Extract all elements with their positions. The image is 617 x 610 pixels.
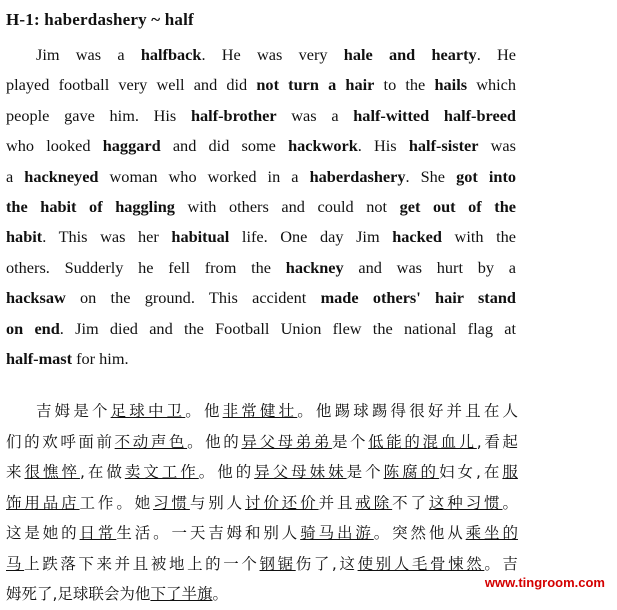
underlined-term: 日常 [79,524,117,542]
text-run: . This was her [42,227,172,247]
bold-term: got into [456,166,517,186]
text-run: Jim was a [36,45,141,64]
text-run: 。突然他从 [373,524,466,542]
chinese-line [6,396,518,427]
underlined-term: 使别人毛骨悚然 [357,554,485,573]
text-run: woman who worked in a [98,166,310,186]
text-run: 。他的 [187,432,242,451]
underlined-term: 钢锯 [259,554,296,573]
text-run: 姆死了,足球联会为他 [6,585,151,603]
text-run: played football very well and did [6,75,257,95]
bold-term: get out of the [399,197,516,217]
text-run: 来 [6,463,25,481]
text-run: 。吉 [484,554,518,573]
underlined-term: 不动声色 [114,432,188,451]
underlined-term: 饰用品店 [6,493,80,512]
underlined-term: 异父母妹妹 [254,463,347,481]
text-run: 妇女,在 [439,463,503,481]
bold-term: made others' hair stand [320,288,516,308]
underlined-term: 陈腐的 [383,463,440,481]
bold-term: the habit of haggling [6,197,175,217]
english-line [6,131,516,161]
english-passage [6,40,516,374]
text-run: ,在做 [79,463,125,481]
text-run: who looked [6,136,103,156]
text-run: . She [405,166,457,186]
text-run: 们的欢呼面前 [6,432,115,451]
underlined-term: 非常健壮 [222,402,298,420]
text-run: 不了 [392,493,429,512]
section-heading: H-1: haberdashery ~ half [6,10,194,29]
chinese-line [6,518,518,549]
underlined-term: 骑马出游 [300,524,374,542]
text-run: 工作。她 [79,493,154,512]
text-run: 。他的 [198,463,255,481]
text-run: to the [374,75,435,95]
bold-term: haggard [102,136,161,156]
text-run: life. One day Jim [229,227,393,247]
bold-term: half-brother [190,105,277,125]
text-run: which [467,75,517,95]
bold-term: hacked [392,227,442,247]
bold-term: half-mast [6,349,73,369]
underlined-term: 服 [502,463,518,481]
text-run: with the [441,227,516,247]
underlined-term: 讨价还价 [245,493,319,512]
text-run: and was hurt by a [343,257,516,277]
text-run: 。 [212,585,228,603]
text-run: people gave him. His [6,105,191,125]
english-line [6,344,516,374]
bold-term: halfback [140,45,202,64]
chinese-translation [6,396,518,610]
text-run: 上跌落下来并且被地上的一个 [24,554,260,573]
underlined-term: 习惯 [153,493,190,512]
text-run: 与别人 [189,493,246,512]
underlined-term: 卖文工作 [124,463,199,481]
bold-term: half-sister [408,136,479,156]
bold-term: half-witted half-breed [353,105,516,125]
text-run: 。他 [185,402,223,420]
chinese-line [6,457,518,488]
chinese-line [6,579,518,610]
underlined-term: 很憔悴 [24,463,80,481]
english-line [6,70,516,100]
text-run: 伤了,这 [295,554,358,573]
underlined-term: 异父母弟弟 [241,432,332,451]
text-run: ,看起 [476,432,518,451]
text-run: a [6,166,25,186]
text-run: was a [276,105,354,125]
english-line [6,314,516,344]
text-run: . Jim died and the Football Union flew the national flag at [59,318,516,338]
english-line [6,283,516,313]
text-run: 并且 [318,493,356,512]
bold-term: habit [6,227,43,247]
bold-term: habitual [171,227,230,247]
text-run: 吉姆是个 [36,402,111,420]
bold-term: hackwork [288,136,358,156]
text-run: 。他踢球踢得很好并且在人 [297,402,518,420]
english-line [6,253,516,283]
chinese-line [6,549,518,580]
text-run: 这是她的 [6,524,80,542]
text-run: on the ground. This accident [65,288,321,308]
bold-term: haberdashery [309,166,406,186]
bold-term: hale and hearty [343,45,477,64]
english-line [6,162,516,192]
text-run: was [478,136,516,156]
chinese-line [6,427,518,458]
underlined-term: 下了半旗 [150,585,213,603]
text-run: . His [357,136,409,156]
text-run: . He was very [201,45,344,64]
bold-term: on end [6,318,60,338]
underlined-term: 乘坐的 [465,524,518,542]
site-watermark[interactable]: www.tingroom.com [484,575,605,590]
underlined-term: 低能的混血儿 [368,432,477,451]
bold-term: not turn a hair [256,75,375,95]
underlined-term: 足球中卫 [110,402,186,420]
text-run: . He [476,45,516,64]
text-run: others. Sudderly he fell from the [6,257,286,277]
english-line [6,101,516,131]
text-run: 是个 [331,432,369,451]
text-run: 。 [502,493,518,512]
english-line [6,40,516,70]
underlined-term: 马 [6,554,25,573]
underlined-term: 戒除 [355,493,393,512]
text-run: for him. [72,349,129,369]
bold-term: hails [434,75,468,95]
chinese-line [6,488,518,519]
english-line [6,222,516,252]
text-run: with others and could not [174,197,400,217]
text-run: 生活。一天吉姆和别人 [116,524,301,542]
text-run: 是个 [346,463,384,481]
english-line [6,192,516,222]
underlined-term: 这种习惯 [428,493,503,512]
bold-term: hackneyed [24,166,99,186]
text-run: and did some [160,136,289,156]
bold-term: hackney [285,257,344,277]
bold-term: hacksaw [6,288,66,308]
